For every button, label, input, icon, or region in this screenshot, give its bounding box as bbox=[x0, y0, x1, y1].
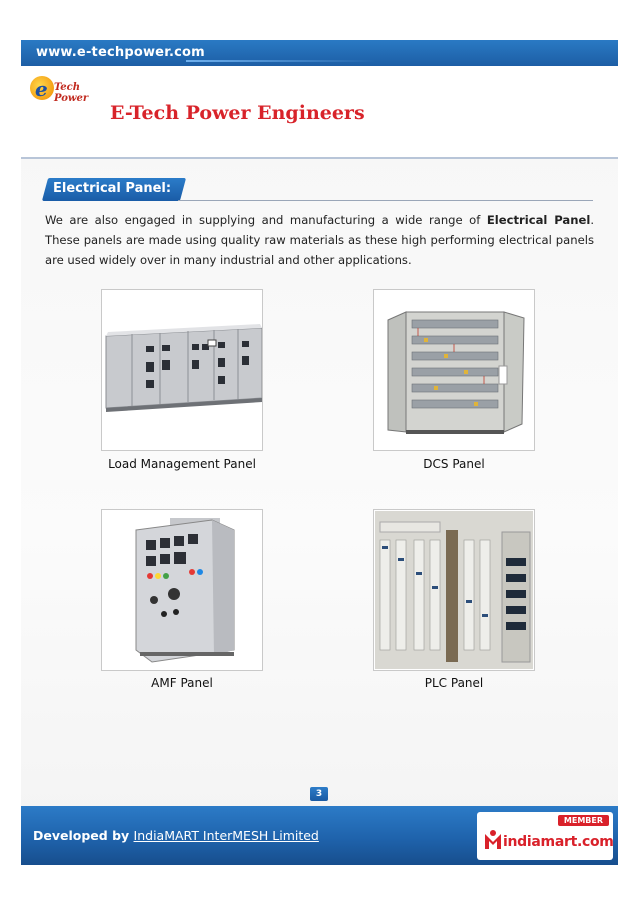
product-image-load-management-panel bbox=[101, 289, 263, 451]
developed-by bbox=[33, 828, 319, 843]
amf-panel-icon bbox=[102, 510, 262, 670]
indiamart-logo-icon bbox=[483, 829, 503, 851]
section-title: Electrical Panel: bbox=[53, 181, 172, 196]
load-management-panel-icon bbox=[102, 290, 262, 450]
indiamart-brand: indiamart.com bbox=[503, 834, 614, 850]
page-background bbox=[21, 40, 618, 865]
intro-text-before: We are also engaged in supplying and manufacturing a wide range of bbox=[45, 213, 487, 227]
section-divider bbox=[178, 200, 593, 201]
company-logo bbox=[30, 76, 102, 106]
footer-bar bbox=[21, 806, 618, 865]
product-caption-dcs-panel: DCS Panel bbox=[423, 457, 485, 471]
top-bar bbox=[21, 40, 618, 66]
product-caption-plc-panel: PLC Panel bbox=[424, 676, 484, 690]
indiamart-member-badge[interactable] bbox=[477, 812, 613, 860]
website-url[interactable]: www.e-techpower.com bbox=[36, 45, 205, 60]
product-caption-load-management-panel: Load Management Panel bbox=[108, 457, 256, 471]
developer-link[interactable]: IndiaMART InterMESH Limited bbox=[133, 828, 319, 843]
plc-panel-icon bbox=[374, 510, 534, 670]
intro-paragraph bbox=[45, 210, 594, 270]
developed-by-label: Developed by bbox=[33, 828, 134, 843]
company-name: E-Tech Power Engineers bbox=[110, 102, 365, 124]
product-image-dcs-panel bbox=[373, 289, 535, 451]
product-image-amf-panel bbox=[101, 509, 263, 671]
intro-text-bold: Electrical Panel bbox=[486, 213, 591, 227]
member-label: MEMBER bbox=[558, 815, 609, 826]
logo-letter: e bbox=[35, 77, 48, 101]
page-number: 3 bbox=[310, 787, 328, 801]
header-divider bbox=[21, 157, 618, 159]
intro-text-after: . These panels are made using quality raw materials as these high performing electrical panels are used widely over in many industrial and other applications. bbox=[45, 213, 594, 267]
decorative-swoosh bbox=[186, 60, 376, 62]
logo-text: Tech Power bbox=[54, 82, 89, 104]
product-image-plc-panel bbox=[373, 509, 535, 671]
product-caption-amf-panel: AMF Panel bbox=[151, 676, 213, 690]
dcs-panel-icon bbox=[374, 290, 534, 450]
